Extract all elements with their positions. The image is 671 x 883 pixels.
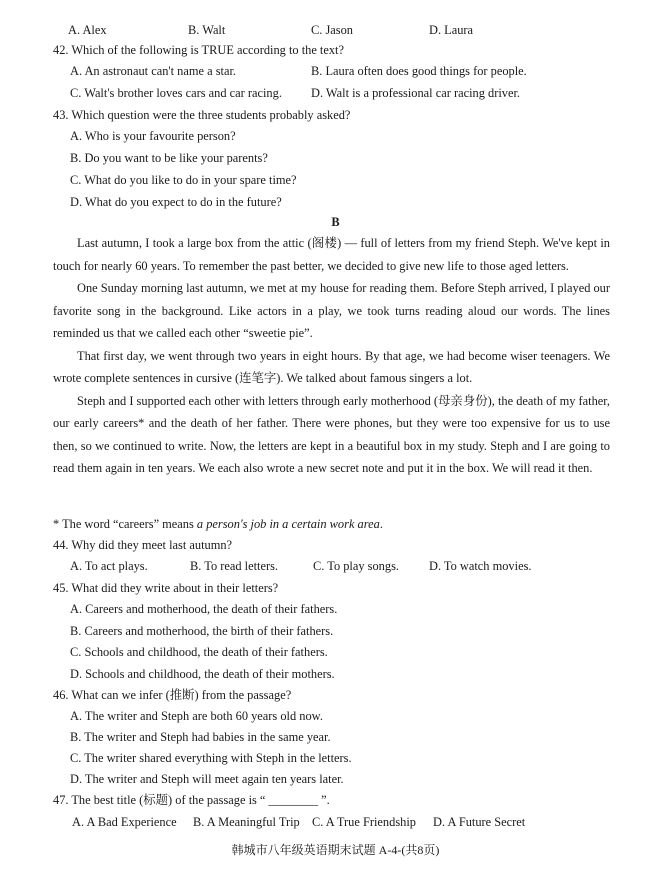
q41-options [0, 22, 671, 38]
q47-option-a: A. A Bad Experience [72, 815, 177, 829]
q42-option-d: D. Walt is a professional car racing driver. [311, 86, 520, 100]
q42-option-c: C. Walt's brother loves cars and car racing. [70, 86, 282, 100]
q41-option-c: C. Jason [311, 23, 353, 37]
q44-option-d: D. To watch movies. [429, 559, 532, 573]
q42-option-a: A. An astronaut can't name a star. [70, 64, 237, 78]
q46-option-c: C. The writer shared everything with Steph in the letters. [70, 751, 352, 765]
q45-stem: 45. What did they write about in their letters? [53, 581, 279, 595]
q44-option-b: B. To read letters. [190, 559, 279, 573]
passage [53, 232, 610, 480]
passage-paragraph-3: That first day, we went through two years in eight hours. By that age, we had become wiser teenagers. We wrote complete sentences in cursive (连笔字). We talked about famous singers a lot. [53, 348, 610, 385]
q41-option-d: D. Laura [429, 23, 474, 37]
passage-paragraph-1: Last autumn, I took a large box from the attic (阁楼) — full of letters from my friend Steph. We've kept in touch for nearly 60 years. To remember the past better, we decided to give new life to those aged letters. [53, 236, 610, 273]
footnote-definition: a person's job in a certain work area [196, 517, 380, 531]
q43-option-b: B. Do you want to be like your parents? [70, 151, 268, 165]
q44-stem: 44. Why did they meet last autumn? [53, 538, 233, 552]
q46-option-d: D. The writer and Steph will meet again ten years later. [70, 772, 344, 786]
q44-option-a: A. To act plays. [70, 559, 148, 573]
footnote [53, 516, 383, 532]
q47-options [0, 814, 671, 830]
section-heading: B [331, 215, 340, 229]
passage-paragraph-2: One Sunday morning last autumn, we met at my house for reading them. Before Steph arrived, I played our favorite song in the background. Like actors in a play, we took turns reading aloud our words. The lines reminded us that we called each other “sweetie pie”. [53, 281, 611, 340]
q43-option-c: C. What do you like to do in your spare time? [70, 173, 297, 187]
q43-option-a: A. Who is your favourite person? [70, 129, 236, 143]
q47-stem: 47. The best title (标题) of the passage is “ ________ ”. [53, 793, 330, 807]
q47-option-b: B. A Meaningful Trip [193, 815, 300, 829]
q45-option-d: D. Schools and childhood, the death of their mothers. [70, 667, 335, 681]
footnote-prefix: * The word “careers” means [53, 517, 197, 531]
q43-option-d: D. What do you expect to do in the future? [70, 195, 282, 209]
q44-option-c: C. To play songs. [313, 559, 399, 573]
q42-option-b: B. Laura often does good things for people. [311, 64, 527, 78]
q44-options [0, 558, 671, 574]
q47-option-c: C. A True Friendship [312, 815, 416, 829]
q45-option-a: A. Careers and motherhood, the death of their fathers. [70, 602, 338, 616]
q43-stem: 43. Which question were the three students probably asked? [53, 108, 351, 122]
q41-option-a: A. Alex [68, 23, 107, 37]
q47-option-d: D. A Future Secret [433, 815, 526, 829]
q42-stem: 42. Which of the following is TRUE according to the text? [53, 43, 345, 57]
q46-option-b: B. The writer and Steph had babies in the same year. [70, 730, 331, 744]
q46-option-a: A. The writer and Steph are both 60 years old now. [70, 709, 323, 723]
q41-option-b: B. Walt [188, 23, 226, 37]
q45-option-b: B. Careers and motherhood, the birth of their fathers. [70, 624, 334, 638]
q46-stem: 46. What can we infer (推断) from the passage? [53, 688, 292, 702]
page-footer: 韩城市八年级英语期末试题 A-4-(共8页) [231, 843, 440, 857]
q45-option-c: C. Schools and childhood, the death of their fathers. [70, 645, 328, 659]
passage-paragraph-4: Steph and I supported each other with letters through early motherhood (母亲身份), the death of my father, our early careers* and the death of her father. There were phones, but they were too expensive for us to use then, so we continued to write. Now, the letters are kept in a beautiful box in my study. Steph and I are going to read them again in ten years. We each also wrote a new secret note and put it in the box. We will read it then. [53, 393, 610, 475]
footnote-suffix: . [379, 517, 383, 531]
